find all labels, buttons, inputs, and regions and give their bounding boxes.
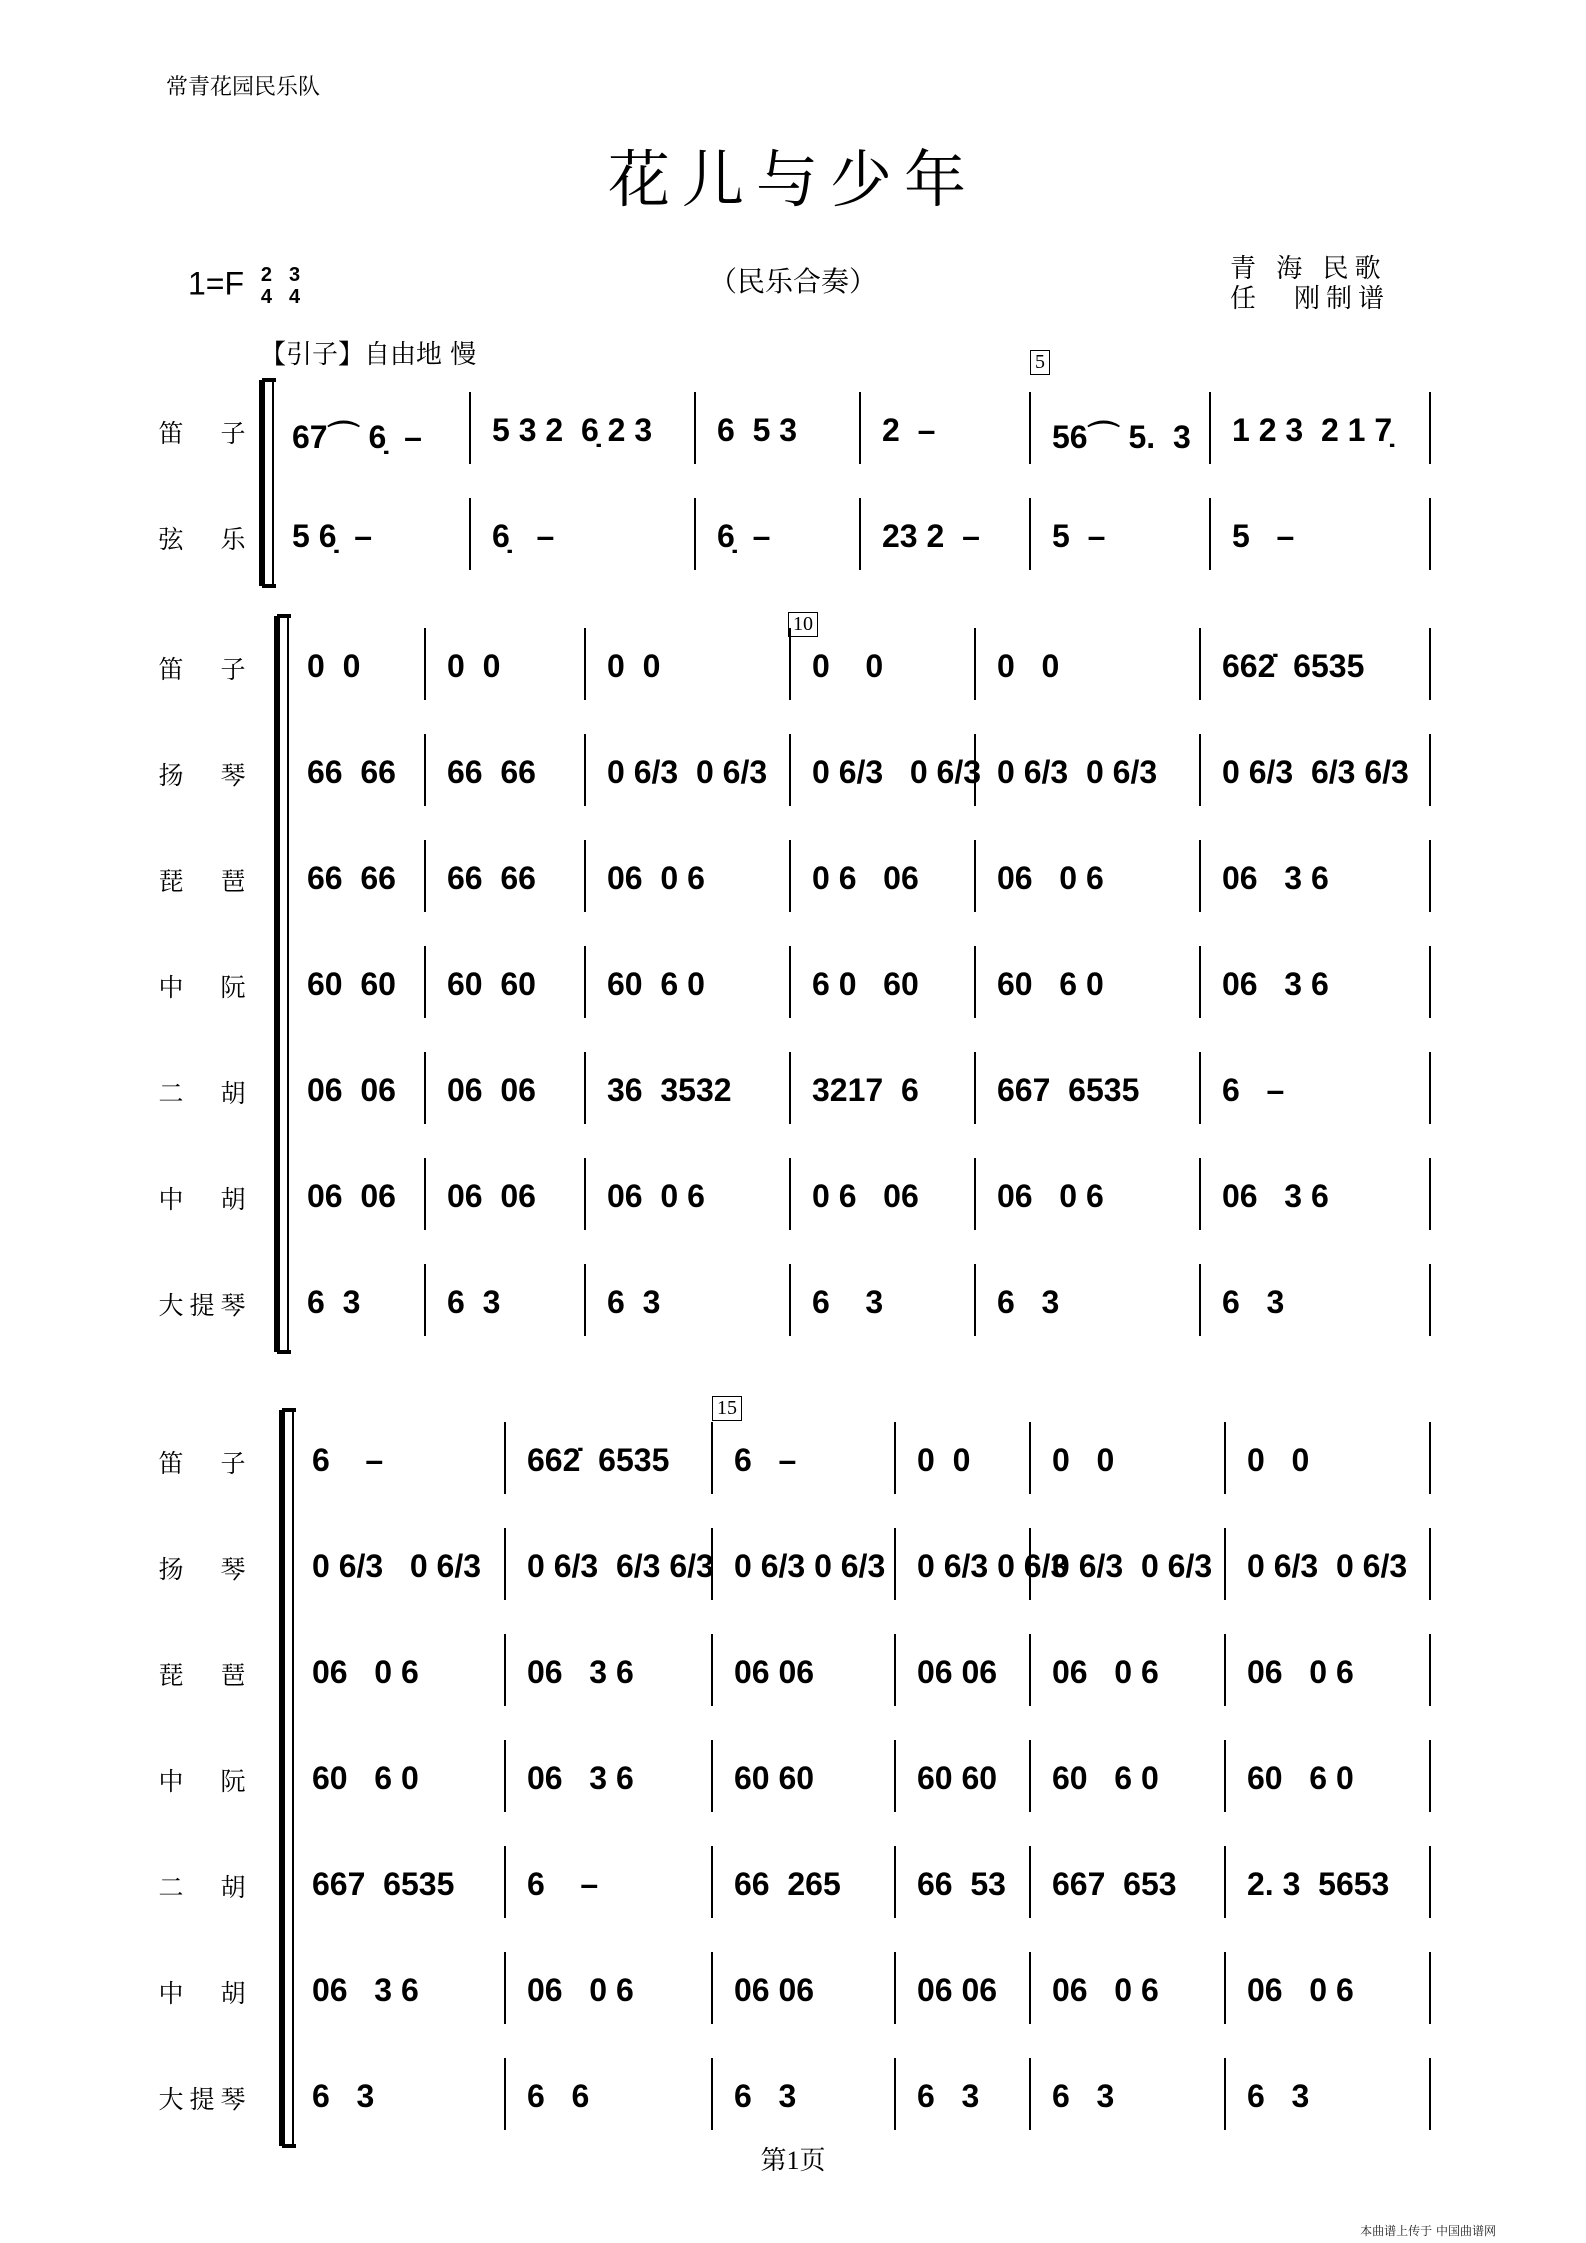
orchestra-name: 常青花园民乐队 — [166, 75, 321, 100]
rehearsal-mark-10: 10 — [788, 612, 818, 637]
instrument-label: 中 胡 — [158, 1185, 252, 1214]
measure-notes: 60 60 — [447, 966, 536, 1002]
page-title: 花儿与少年 — [607, 143, 978, 216]
measure-notes: 06 06 — [734, 1972, 815, 2008]
measure-notes: 667 6535 — [312, 1866, 455, 1902]
instrument-label: 笛 子 — [158, 419, 252, 448]
measure-notes: 06 0 6 — [997, 860, 1104, 896]
measure-notes: 0 6/3 0 6/3 — [734, 1548, 886, 1584]
measure-notes: 66 66 — [447, 860, 536, 896]
subtitle: （民乐合奏） — [708, 265, 877, 298]
measure-notes: 06 06 — [734, 1654, 815, 1690]
measure-notes: 66 66 — [447, 754, 536, 790]
measure-notes: 6 3 — [312, 2078, 375, 2114]
measure-notes: 6 – — [734, 1442, 797, 1478]
measure-notes: 6 3 — [917, 2078, 980, 2114]
measure-notes: 6 3 — [1222, 1284, 1285, 1320]
instrument-label: 中 阮 — [158, 1767, 252, 1796]
page-number: 第1页 — [760, 2146, 826, 2175]
credit-source: 青 海 民歌 — [1230, 254, 1387, 284]
measure-notes: 0 6/3 0 6/3 — [1247, 1548, 1408, 1584]
intro-label: 【引子】自由地 慢 — [260, 340, 477, 370]
measure-notes: 5 – — [1052, 518, 1106, 554]
measure-notes: 0 6 06 — [812, 860, 919, 896]
measure-notes: 6 3 — [607, 1284, 661, 1320]
measure-notes: 0 6/3 0 6/3 — [607, 754, 768, 790]
measure-notes: 0 0 — [1247, 1442, 1310, 1478]
instrument-label: 中 胡 — [158, 1979, 252, 2008]
measure-notes: 6 6 — [527, 2078, 590, 2114]
measure-notes: 5 6̣ – — [292, 518, 373, 554]
measure-notes: 36 3532 — [607, 1072, 732, 1108]
measure-notes: 3217 6 — [812, 1072, 919, 1108]
measure-notes: 06 0 6 — [1247, 1654, 1354, 1690]
measure-notes: 06 3 6 — [527, 1760, 634, 1796]
measure-notes: 5 3 2 6̣ 2 3 — [492, 412, 653, 448]
instrument-label: 琵 琶 — [158, 1661, 252, 1690]
instrument-label: 扬 琴 — [158, 761, 252, 790]
measure-notes: 66 66 — [307, 754, 396, 790]
measure-notes: 6 – — [527, 1866, 599, 1902]
measure-notes: 6 3 — [812, 1284, 884, 1320]
measure-notes: 06 06 — [917, 1972, 998, 2008]
measure-notes: 06 06 — [917, 1654, 998, 1690]
measure-notes: 60 6 0 — [1247, 1760, 1354, 1796]
measure-notes: 56⌒ 5. 3 — [1052, 419, 1191, 455]
rehearsal-mark-5: 5 — [1030, 350, 1050, 375]
measure-notes: 6̣ – — [492, 518, 555, 554]
measure-notes: 60 60 — [307, 966, 396, 1002]
measure-notes: 2. 3 5653 — [1247, 1866, 1390, 1902]
measure-notes: 0 6/3 0 6/3 — [997, 754, 1158, 790]
instrument-label: 笛 子 — [158, 655, 252, 684]
instrument-label: 二 胡 — [158, 1873, 252, 1902]
measure-notes: 0 0 — [997, 648, 1060, 684]
measure-notes: 06 0 6 — [607, 860, 705, 896]
measure-notes: 0 0 — [607, 648, 661, 684]
measure-notes: 06 06 — [447, 1072, 536, 1108]
measure-notes: 60 6 0 — [997, 966, 1104, 1002]
measure-notes: 60 60 — [917, 1760, 998, 1796]
measure-notes: 0 0 — [917, 1442, 971, 1478]
measure-notes: 66 53 — [917, 1866, 1006, 1902]
measure-notes: 6 3 — [307, 1284, 361, 1320]
measure-notes: 06 3 6 — [527, 1654, 634, 1690]
upload-note: 本曲谱上传于 中国曲谱网 — [1360, 2224, 1496, 2238]
measure-notes: 6 3 — [1052, 2078, 1115, 2114]
measure-notes: 60 6 0 — [1052, 1760, 1159, 1796]
measure-notes: 6 – — [312, 1442, 384, 1478]
measure-notes: 06 0 6 — [1247, 1972, 1354, 2008]
measure-notes: 0 6/3 0 6/3 — [917, 1548, 1069, 1584]
instrument-label: 二 胡 — [158, 1079, 252, 1108]
measure-notes: 6 0 60 — [812, 966, 919, 1002]
measure-notes: 23 2 – — [882, 518, 980, 554]
measure-notes: 06 0 6 — [607, 1178, 705, 1214]
measure-notes: 0 6/3 6/3 6/3 — [1222, 754, 1409, 790]
instrument-label: 中 阮 — [158, 973, 252, 1002]
instrument-label: 弦 乐 — [158, 525, 252, 554]
measure-notes: 1 2 3 2 1 7̣ — [1232, 412, 1393, 448]
measure-notes: 0 6/3 0 6/3 — [812, 754, 982, 790]
instrument-label: 琵 琶 — [158, 867, 252, 896]
measure-notes: 06 0 6 — [1052, 1654, 1159, 1690]
measure-notes: 60 60 — [734, 1760, 815, 1796]
measure-notes: 2 – — [882, 412, 936, 448]
rehearsal-mark-15: 15 — [712, 1396, 742, 1421]
measure-notes: 0 6 06 — [812, 1178, 919, 1214]
measure-notes: 6 3 — [1247, 2078, 1310, 2114]
measure-notes: 06 06 — [307, 1072, 396, 1108]
measure-notes: 0 6/3 6/3 6/3 — [527, 1548, 714, 1584]
measure-notes: 5 – — [1232, 518, 1295, 554]
measure-notes: 60 6 0 — [607, 966, 705, 1002]
measure-notes: 662̇ 6535 — [1222, 648, 1365, 684]
measure-notes: 0 0 — [447, 648, 501, 684]
measure-notes: 662̇ 6535 — [527, 1442, 670, 1478]
instrument-label: 大提琴 — [158, 2085, 252, 2114]
key-label: 1=F — [188, 265, 245, 302]
instrument-label: 大提琴 — [158, 1291, 252, 1320]
measure-notes: 06 3 6 — [1222, 860, 1329, 896]
measure-notes: 0 6/3 0 6/3 — [1052, 1548, 1213, 1584]
measure-notes: 06 06 — [307, 1178, 396, 1214]
credit-arranger: 任 刚制谱 — [1230, 284, 1391, 314]
measure-notes: 06 3 6 — [1222, 966, 1329, 1002]
measure-notes: 60 6 0 — [312, 1760, 419, 1796]
measure-notes: 667 6535 — [997, 1072, 1140, 1108]
instrument-label: 扬 琴 — [158, 1555, 252, 1584]
measure-notes: 67⌒ 6̣ – — [292, 419, 422, 455]
measure-notes: 06 0 6 — [997, 1178, 1104, 1214]
measure-notes: 6 5 3 — [717, 412, 798, 448]
measure-notes: 0 6/3 0 6/3 — [312, 1548, 482, 1584]
measure-notes: 6 – — [1222, 1072, 1285, 1108]
measure-notes: 66 66 — [307, 860, 396, 896]
measure-notes: 6 3 — [447, 1284, 501, 1320]
measure-notes: 06 0 6 — [312, 1654, 419, 1690]
measure-notes: 0 0 — [1052, 1442, 1115, 1478]
measure-notes: 06 06 — [447, 1178, 536, 1214]
measure-notes: 0 0 — [812, 648, 884, 684]
measure-notes: 06 3 6 — [1222, 1178, 1329, 1214]
measure-notes: 6̣ – — [717, 518, 771, 554]
measure-notes: 66 265 — [734, 1866, 841, 1902]
measure-notes: 667 653 — [1052, 1866, 1177, 1902]
measure-notes: 06 0 6 — [527, 1972, 634, 2008]
measure-notes: 0 0 — [307, 648, 361, 684]
measure-notes: 06 0 6 — [1052, 1972, 1159, 2008]
time-signature-a: 2 4 — [260, 264, 273, 308]
measure-notes: 6 3 — [734, 2078, 797, 2114]
instrument-label: 笛 子 — [158, 1449, 252, 1478]
measure-notes: 6 3 — [997, 1284, 1060, 1320]
time-signature-b: 3 4 — [288, 264, 301, 308]
measure-notes: 06 3 6 — [312, 1972, 419, 2008]
